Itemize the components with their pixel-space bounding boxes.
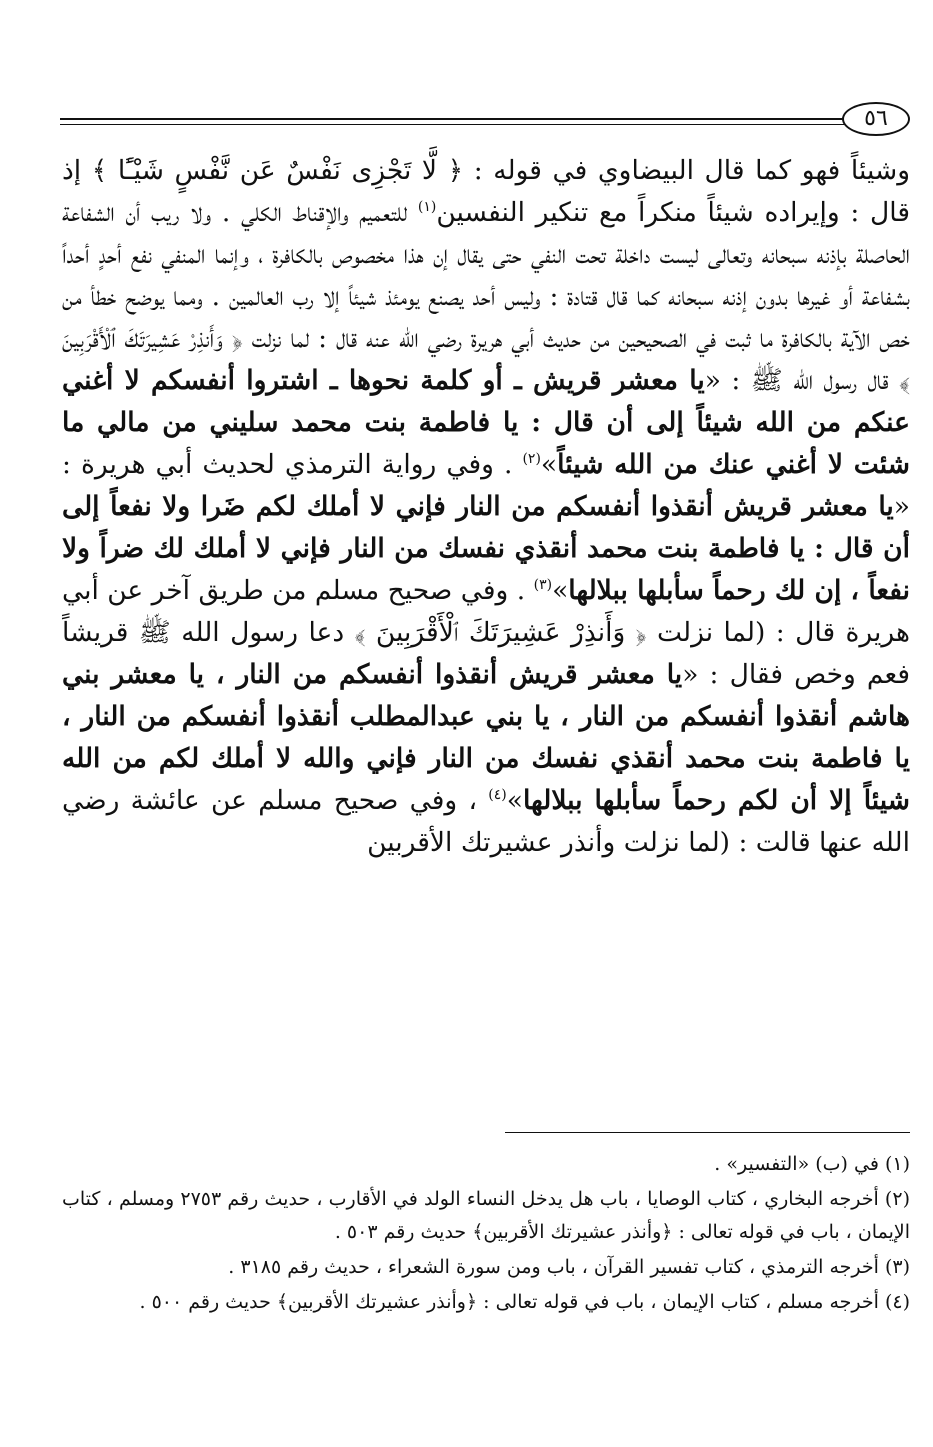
text-span: قال رسول الله ﷺ : « [704, 365, 900, 396]
hadith-text: يا معشر قريش ـ أو كلمة نحوها ـ اشتروا أنفسكم لا أغني عنكم من الله شيئاً إلى أن قال : يا فاطمة بنت محمد سليني من مالي ما شئت لا أغني عنك من الله شيئاً [62, 365, 910, 480]
page-number: ٥٦ [842, 102, 910, 136]
text-span: وشيئاً فهو كما قال البيضاوي في قوله : [463, 155, 910, 186]
body-paragraph [62, 150, 910, 864]
quran-verse: ﴿ لَّا تَجْزِى نَفْسٌ عَن نَّفْسٍ شَيْـًٔا ﴾ [91, 155, 464, 186]
header-rule-thin [60, 124, 852, 125]
footnote-3: (٣) أخرجه الترمذي ، كتاب تفسير القرآن ، باب ومن سورة الشعراء ، حديث رقم ٣١٨٥ . [228, 1256, 910, 1278]
footnote-ref: (٣) [533, 577, 553, 594]
footnotes [62, 1148, 910, 1321]
text-span: . وفي صحيح مسلم من طريق آخر عن أبي هريرة قال : (لما نزلت [62, 575, 911, 648]
footnote-2: (٢) أخرجه البخاري ، كتاب الوصايا ، باب هل يدخل النساء الولد في الأقارب ، حديث رقم ٢٧٥٣ ومسلم ، كتاب الإيمان ، باب في قوله تعالى : ﴿وأنذر عشيرتك الأقربين﴾ حديث رقم ٥٠٣ . [62, 1188, 910, 1243]
text-span: » [540, 449, 558, 480]
main-text [62, 150, 910, 864]
footnote-1: (١) في (ب) «التفسير» . [714, 1153, 910, 1175]
text-span: ، وفي صحيح مسلم عن عائشة رضي الله عنها قالت : (لما نزلت وأنذر عشيرتك الأقربين [62, 785, 910, 858]
quran-verse: ﴿ وَأَنذِرْ عَشِيرَتَكَ ٱلْأَقْرَبِينَ ﴾ [62, 323, 911, 396]
text-span: » [552, 575, 569, 606]
footnote-separator [505, 1132, 910, 1133]
footnote-4: (٤) أخرجه مسلم ، كتاب الإيمان ، باب في قوله تعالى : ﴿وأنذر عشيرتك الأقربين﴾ حديث رقم ٥٠٠ . [139, 1291, 910, 1313]
footnote-ref: (٤) [488, 787, 507, 804]
quran-verse: ﴿ وَأَنذِرْ عَشِيرَتَكَ ٱلْأَقْرَبِينَ ﴾ [354, 617, 647, 648]
header-rule [60, 118, 852, 120]
text-span: إذ قال : وإيراده شيئاً منكراً مع تنكير النفسين [62, 155, 910, 228]
footnote-ref: (١) [417, 199, 437, 216]
text-span: . وفي رواية الترمذي لحديث أبي هريرة : « [62, 449, 910, 522]
hadith-text: يا معشر قريش أنقذوا أنفسكم من النار ، يا معشر بني هاشم أنقذوا أنفسكم من النار ، يا بني عبدالمطلب أنقذوا أنفسكم من النار ، يا فاطمة بنت محمد أنقذي نفسك من النار فإني والله لا أملك لكم من الله شيئاً إلا أن لكم رحماً سأبلها ببلالها [62, 659, 910, 816]
text-span: دعا رسول الله ﷺ قريشاً فعم وخص فقال : « [62, 617, 911, 690]
hadith-text: يا معشر قريش أنقذوا أنفسكم من النار فإني لا أملك لكم ضَرا ولا نفعاً إلى أن قال : يا فاطمة بنت محمد أنقذي نفسك من النار فإني لا أملك لك ضراً ولا نفعاً ، إن لك رحماً سأبلها ببلالها [62, 491, 910, 606]
page-header [60, 100, 910, 140]
text-span: للتعميم والإقناط الكلي . ولا ريب أن الشفاعة الحاصلة بإذنه سبحانه وتعالى ليست داخلة تحت النفي حتى يقال إن هذا مخصوص بالكافرة ، وإنما المنفي نفع أحدٍ أحداً بشفاعة أو غيرها بدون إذنه سبحانه كما قال قتادة : وليس أحد يصنع يومئذ شيئاً إلا رب العالمين . ومما يوضح خطأ من خص الآية بالكافرة ما ثبت في الصحيحين من حديث أبي هريرة رضي الله عنه قال : لما نزلت [62, 197, 910, 354]
footnote-ref: (٢) [522, 451, 541, 468]
text-span: » [506, 785, 523, 816]
